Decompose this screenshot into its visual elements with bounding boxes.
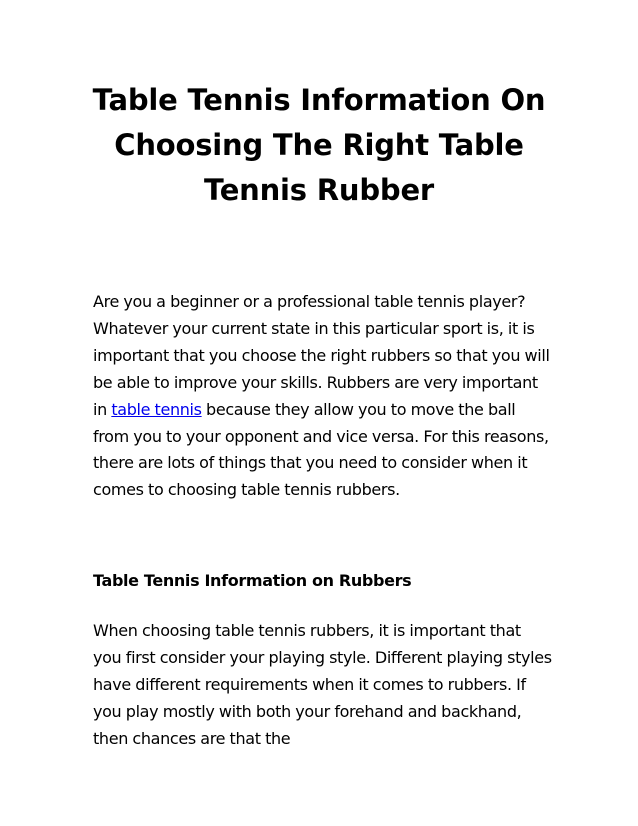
title-line: Tennis Rubber — [203, 173, 435, 207]
intro-text-start: Are you a beginner or a professional table tennis player? Whatever your current state in this particular sport is, it is important that you choose the right rubbers so that you will be able to improve your skills. Rubbers are very important in — [93, 292, 550, 419]
intro-paragraph — [93, 289, 553, 504]
table-tennis-link[interactable]: table tennis — [111, 399, 202, 419]
rubbers-paragraph: When choosing table tennis rubbers, it is important that you first consider your playing style. Different playing styles have different requirements when it comes to rubbers. If you play mostly with both your forehand and backhand, then chances are that the — [93, 621, 552, 748]
intro-text-end: because they allow you to move the ball from you to your opponent and vice versa. For this reasons, there are lots of things that you need to consider when it comes to choosing table tennis rubbers. — [93, 399, 549, 500]
title-line: Table Tennis Information On — [92, 83, 546, 117]
title-line: Choosing The Right Table — [114, 128, 524, 162]
section-heading: Table Tennis Information on Rubbers — [93, 571, 412, 590]
document-title — [60, 78, 578, 213]
